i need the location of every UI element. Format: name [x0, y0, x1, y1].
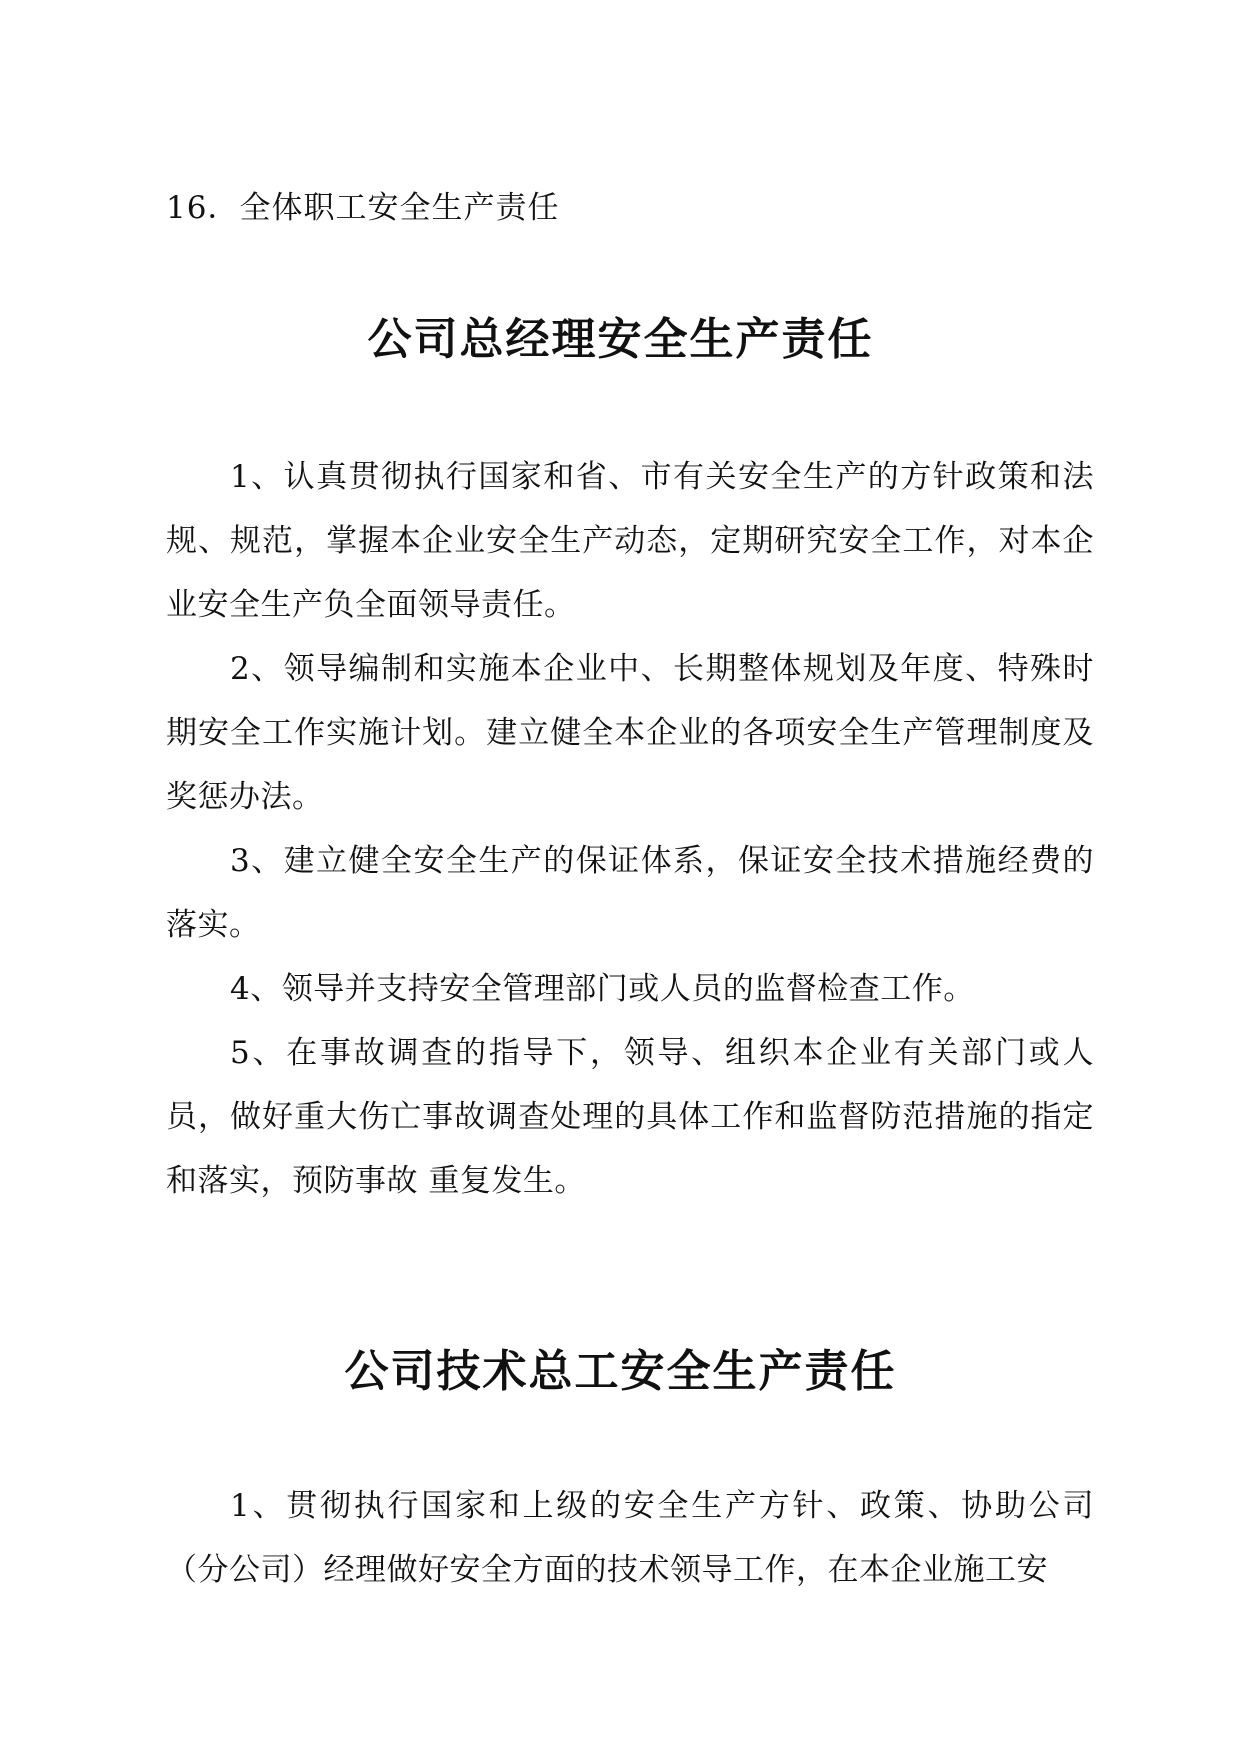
section-heading: 16．全体职工安全生产责任 [166, 190, 560, 226]
paragraph-item: 2、领导编制和实施本企业中、长期整体规划及年度、特殊时期安全工作实施计划。建立健全本企业的各项安全生产管理制度及奖惩办法。 [166, 651, 1094, 815]
general-manager-title: 公司总经理安全生产责任 [367, 314, 874, 365]
general-manager-responsibilities [166, 445, 1094, 1213]
chief-engineer-responsibilities [166, 1474, 1094, 1602]
paragraph-item: 1、贯彻执行国家和上级的安全生产方针、政策、协助公司（分公司）经理做好安全方面的技术领导工作，在本企业施工安 [166, 1488, 1094, 1588]
paragraph-item: 1、认真贯彻执行国家和省、市有关安全生产的方针政策和法规、规范，掌握本企业安全生产动态，定期研究安全工作，对本企业安全生产负全面领导责任。 [166, 459, 1094, 623]
paragraph-item: 4、领导并支持安全管理部门或人员的监督检查工作。 [230, 971, 975, 1007]
paragraph-item: 5、在事故调查的指导下，领导、组织本企业有关部门或人员，做好重大伤亡事故调查处理的具体工作和监督防范措施的指定和落实，预防事故 重复发生。 [166, 1035, 1094, 1199]
paragraph-item: 3、建立健全安全生产的保证体系，保证安全技术措施经费的落实。 [166, 843, 1094, 943]
chief-engineer-title: 公司技术总工安全生产责任 [344, 1346, 897, 1397]
